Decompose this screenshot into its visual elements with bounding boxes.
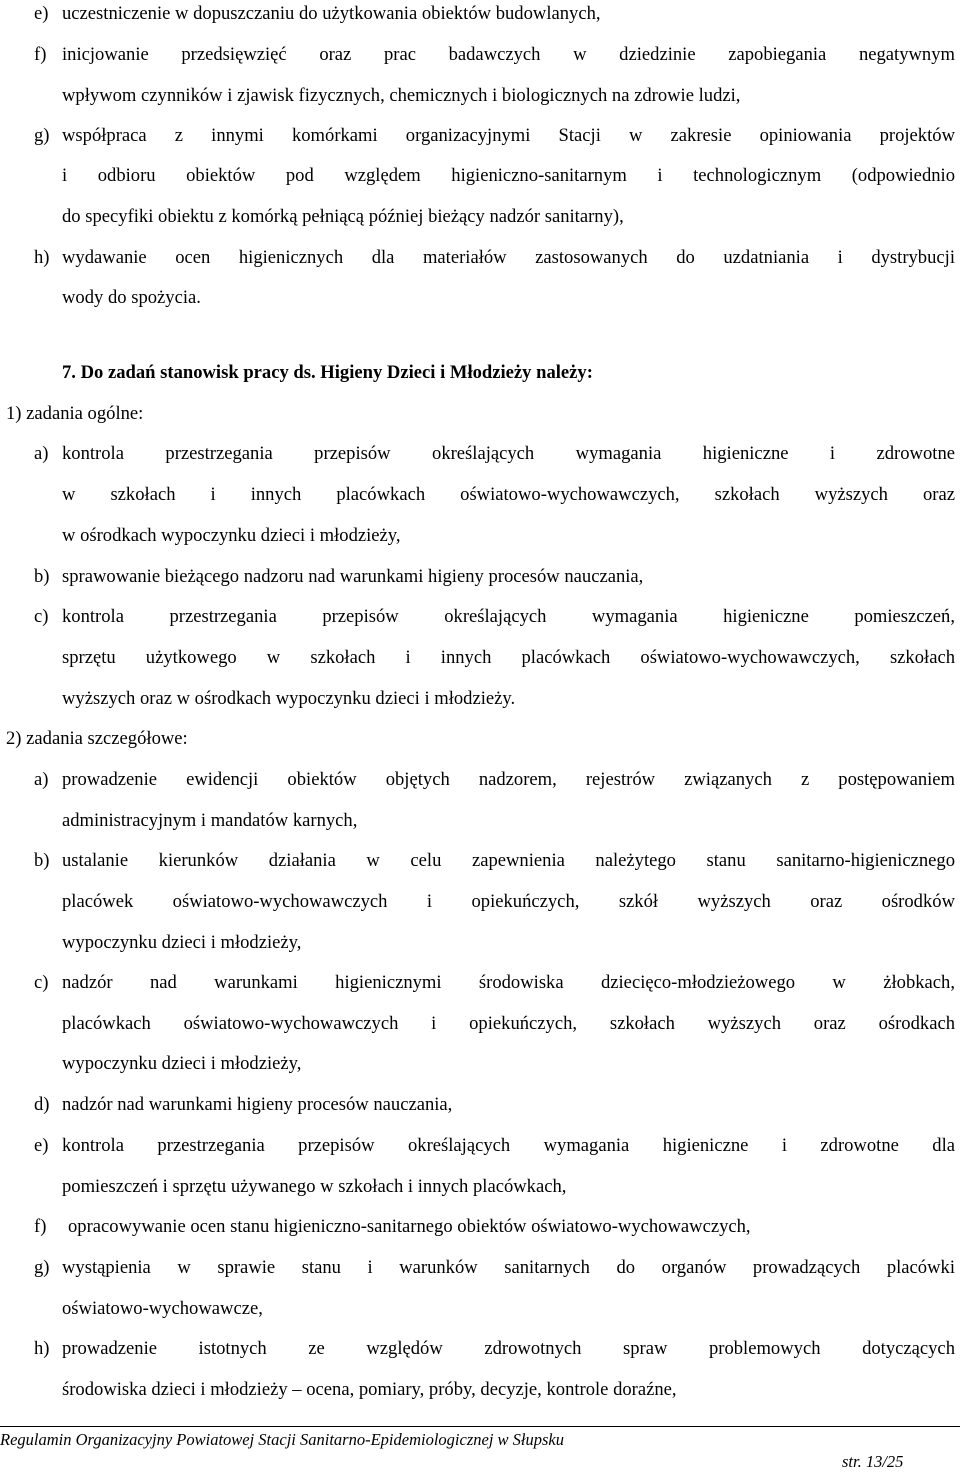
list-label: g) [34, 1257, 50, 1278]
list-item-text: prowadzenie ewidencji obiektów objętych nadzorem, rejestrów związanych z postępowaniem [62, 769, 955, 790]
list-label: a) [34, 443, 49, 464]
list-item-text: w szkołach i innych placówkach oświatowo-wychowawczych, szkołach wyższych oraz [62, 484, 955, 505]
list-label: e) [34, 3, 49, 24]
list-label: a) [34, 769, 49, 790]
list-item-text: sprzętu użytkowego w szkołach i innych placówkach oświatowo-wychowawczych, szkołach [62, 647, 955, 668]
list-item-text: nadzór nad warunkami higienicznymi środowiska dziecięco-młodzieżowego w żłobkach, [62, 972, 955, 993]
list-label: h) [34, 1338, 50, 1359]
list-item-text: wyższych oraz w ośrodkach wypoczynku dzieci i młodzieży. [62, 688, 516, 709]
list-label: f) [34, 1216, 47, 1237]
list-item-text: środowiska dzieci i młodzieży – ocena, pomiary, próby, decyzje, kontrole doraźne, [62, 1379, 677, 1400]
list-item-text: do specyfiki obiektu z komórką pełniącą później bieżący nadzór sanitarny), [62, 206, 624, 227]
list-item-text: współpraca z innymi komórkami organizacyjnymi Stacji w zakresie opiniowania projektów [62, 125, 955, 146]
list-item-text: administracyjnym i mandatów karnych, [62, 810, 358, 831]
list-item-text: ustalanie kierunków działania w celu zapewnienia należytego stanu sanitarno-higienicznego [62, 850, 955, 871]
list-item-text: inicjowanie przedsięwzięć oraz prac badawczych w dziedzinie zapobiegania negatywnym [62, 44, 955, 65]
list-item-text: wypoczynku dzieci i młodzieży, [62, 1053, 302, 1074]
list-item-text: nadzór nad warunkami higieny procesów nauczania, [62, 1094, 453, 1115]
list-item-text: i odbioru obiektów pod względem higieniczno-sanitarnym i technologicznym (odpowiednio [62, 165, 955, 186]
list-label: c) [34, 972, 49, 993]
list-label: b) [34, 850, 50, 871]
list-item-text: placówkach oświatowo-wychowawczych i opiekuńczych, szkołach wyższych oraz ośrodkach [62, 1013, 955, 1034]
list-item-text: uczestniczenie w dopuszczaniu do użytkowania obiektów budowlanych, [62, 3, 601, 24]
list-item-text: kontrola przestrzegania przepisów określających wymagania higieniczne pomieszczeń, [62, 606, 955, 627]
list-label: e) [34, 1135, 49, 1156]
list-item-text: sprawowanie bieżącego nadzoru nad warunkami higieny procesów nauczania, [62, 566, 644, 587]
list-item-text: w ośrodkach wypoczynku dzieci i młodzieży, [62, 525, 401, 546]
list-label: f) [34, 44, 47, 65]
list-item-text: kontrola przestrzegania przepisów określających wymagania higieniczne i zdrowotne dla [62, 1135, 955, 1156]
subsection-heading: 2) zadania szczegółowe: [6, 728, 188, 749]
list-item-text: oświatowo-wychowawcze, [62, 1298, 263, 1319]
list-item-text: kontrola przestrzegania przepisów określających wymagania higieniczne i zdrowotne [62, 443, 955, 464]
footer-divider [0, 1426, 960, 1427]
list-label: b) [34, 566, 50, 587]
list-item-text: wystąpienia w sprawie stanu i warunków sanitarnych do organów prowadzących placówki [62, 1257, 955, 1278]
list-item-text: pomieszczeń i sprzętu używanego w szkołach i innych placówkach, [62, 1176, 567, 1197]
list-item-text: wpływom czynników i zjawisk fizycznych, chemicznych i biologicznych na zdrowie ludzi, [62, 85, 741, 106]
footer-title: Regulamin Organizacyjny Powiatowej Stacji Sanitarno-Epidemiologicznej w Słupsku [0, 1430, 564, 1449]
list-item-text: prowadzenie istotnych ze względów zdrowotnych spraw problemowych dotyczących [62, 1338, 955, 1359]
list-item-text: placówek oświatowo-wychowawczych i opiekuńczych, szkół wyższych oraz ośrodków [62, 891, 955, 912]
list-label: c) [34, 606, 49, 627]
list-item-text: wody do spożycia. [62, 287, 201, 308]
list-item-text: opracowywanie ocen stanu higieniczno-sanitarnego obiektów oświatowo-wychowawczych, [68, 1216, 751, 1237]
list-label: h) [34, 247, 50, 268]
page-number: str. 13/25 [842, 1452, 904, 1471]
list-item-text: wydawanie ocen higienicznych dla materiałów zastosowanych do uzdatniania i dystrybucji [62, 247, 955, 268]
list-label: d) [34, 1094, 50, 1115]
list-item-text: wypoczynku dzieci i młodzieży, [62, 932, 302, 953]
list-label: g) [34, 125, 50, 146]
subsection-heading: 1) zadania ogólne: [6, 403, 144, 424]
section-heading: 7. Do zadań stanowisk pracy ds. Higieny Dzieci i Młodzieży należy: [62, 362, 593, 383]
